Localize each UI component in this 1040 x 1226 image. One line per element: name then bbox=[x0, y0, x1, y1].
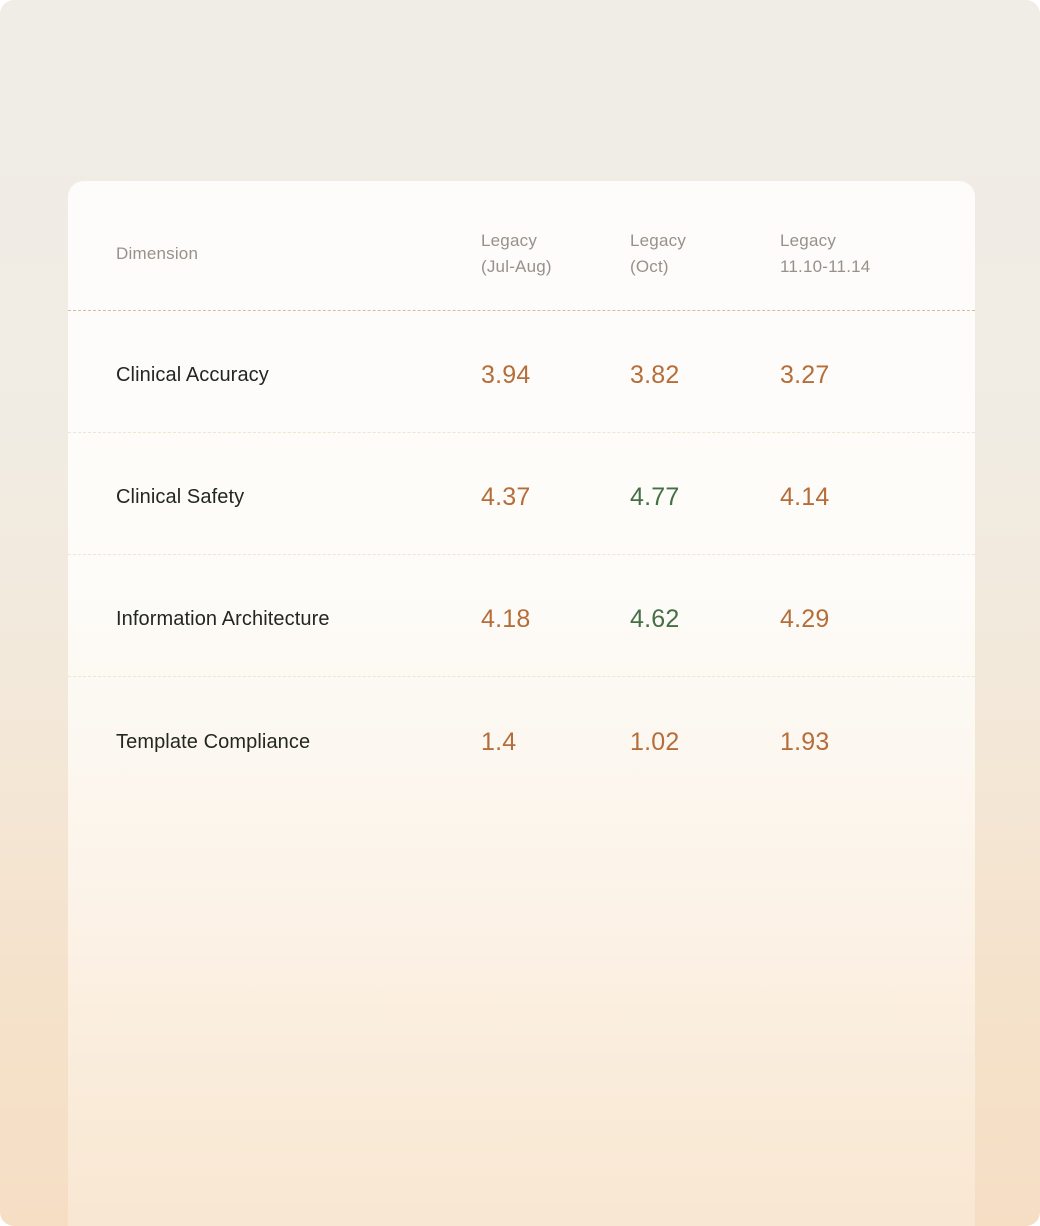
column-header-legacy-11-10 bbox=[780, 228, 951, 280]
score-value: 1.93 bbox=[780, 727, 830, 756]
dimension-label: Information Architecture bbox=[116, 608, 330, 630]
table-row bbox=[68, 555, 975, 677]
score-value: 3.82 bbox=[630, 361, 680, 389]
score-value: 4.14 bbox=[780, 483, 830, 511]
column-header-dimension bbox=[116, 241, 481, 267]
column-header-sublabel: (Jul-Aug) bbox=[481, 256, 552, 276]
column-header-legacy-oct bbox=[630, 228, 780, 280]
table-body bbox=[68, 311, 975, 799]
dimension-label: Template Compliance bbox=[116, 730, 311, 753]
score-value: 4.62 bbox=[630, 605, 680, 633]
column-header-label: Dimension bbox=[116, 243, 199, 263]
dimension-label: Clinical Safety bbox=[116, 486, 245, 508]
column-header-label: Legacy bbox=[780, 230, 837, 250]
column-header-label: Legacy bbox=[481, 230, 538, 250]
score-value: 4.29 bbox=[780, 605, 830, 633]
score-value: 1.02 bbox=[630, 727, 680, 756]
dimension-label: Clinical Accuracy bbox=[116, 364, 269, 386]
table-row bbox=[68, 677, 975, 799]
score-value: 3.94 bbox=[481, 361, 531, 389]
table-header bbox=[68, 181, 975, 311]
score-value: 3.27 bbox=[780, 361, 830, 389]
column-header-sublabel: (Oct) bbox=[630, 256, 669, 276]
table-row bbox=[68, 433, 975, 555]
column-header-sublabel: 11.10-11.14 bbox=[780, 256, 871, 276]
score-value: 4.18 bbox=[481, 605, 531, 633]
score-value: 1.4 bbox=[481, 727, 517, 756]
score-value: 4.77 bbox=[630, 483, 680, 511]
table-row bbox=[68, 311, 975, 433]
scores-card bbox=[68, 181, 975, 1226]
column-header-legacy-jul-aug bbox=[481, 228, 630, 280]
score-value: 4.37 bbox=[481, 483, 531, 511]
column-header-label: Legacy bbox=[630, 230, 687, 250]
